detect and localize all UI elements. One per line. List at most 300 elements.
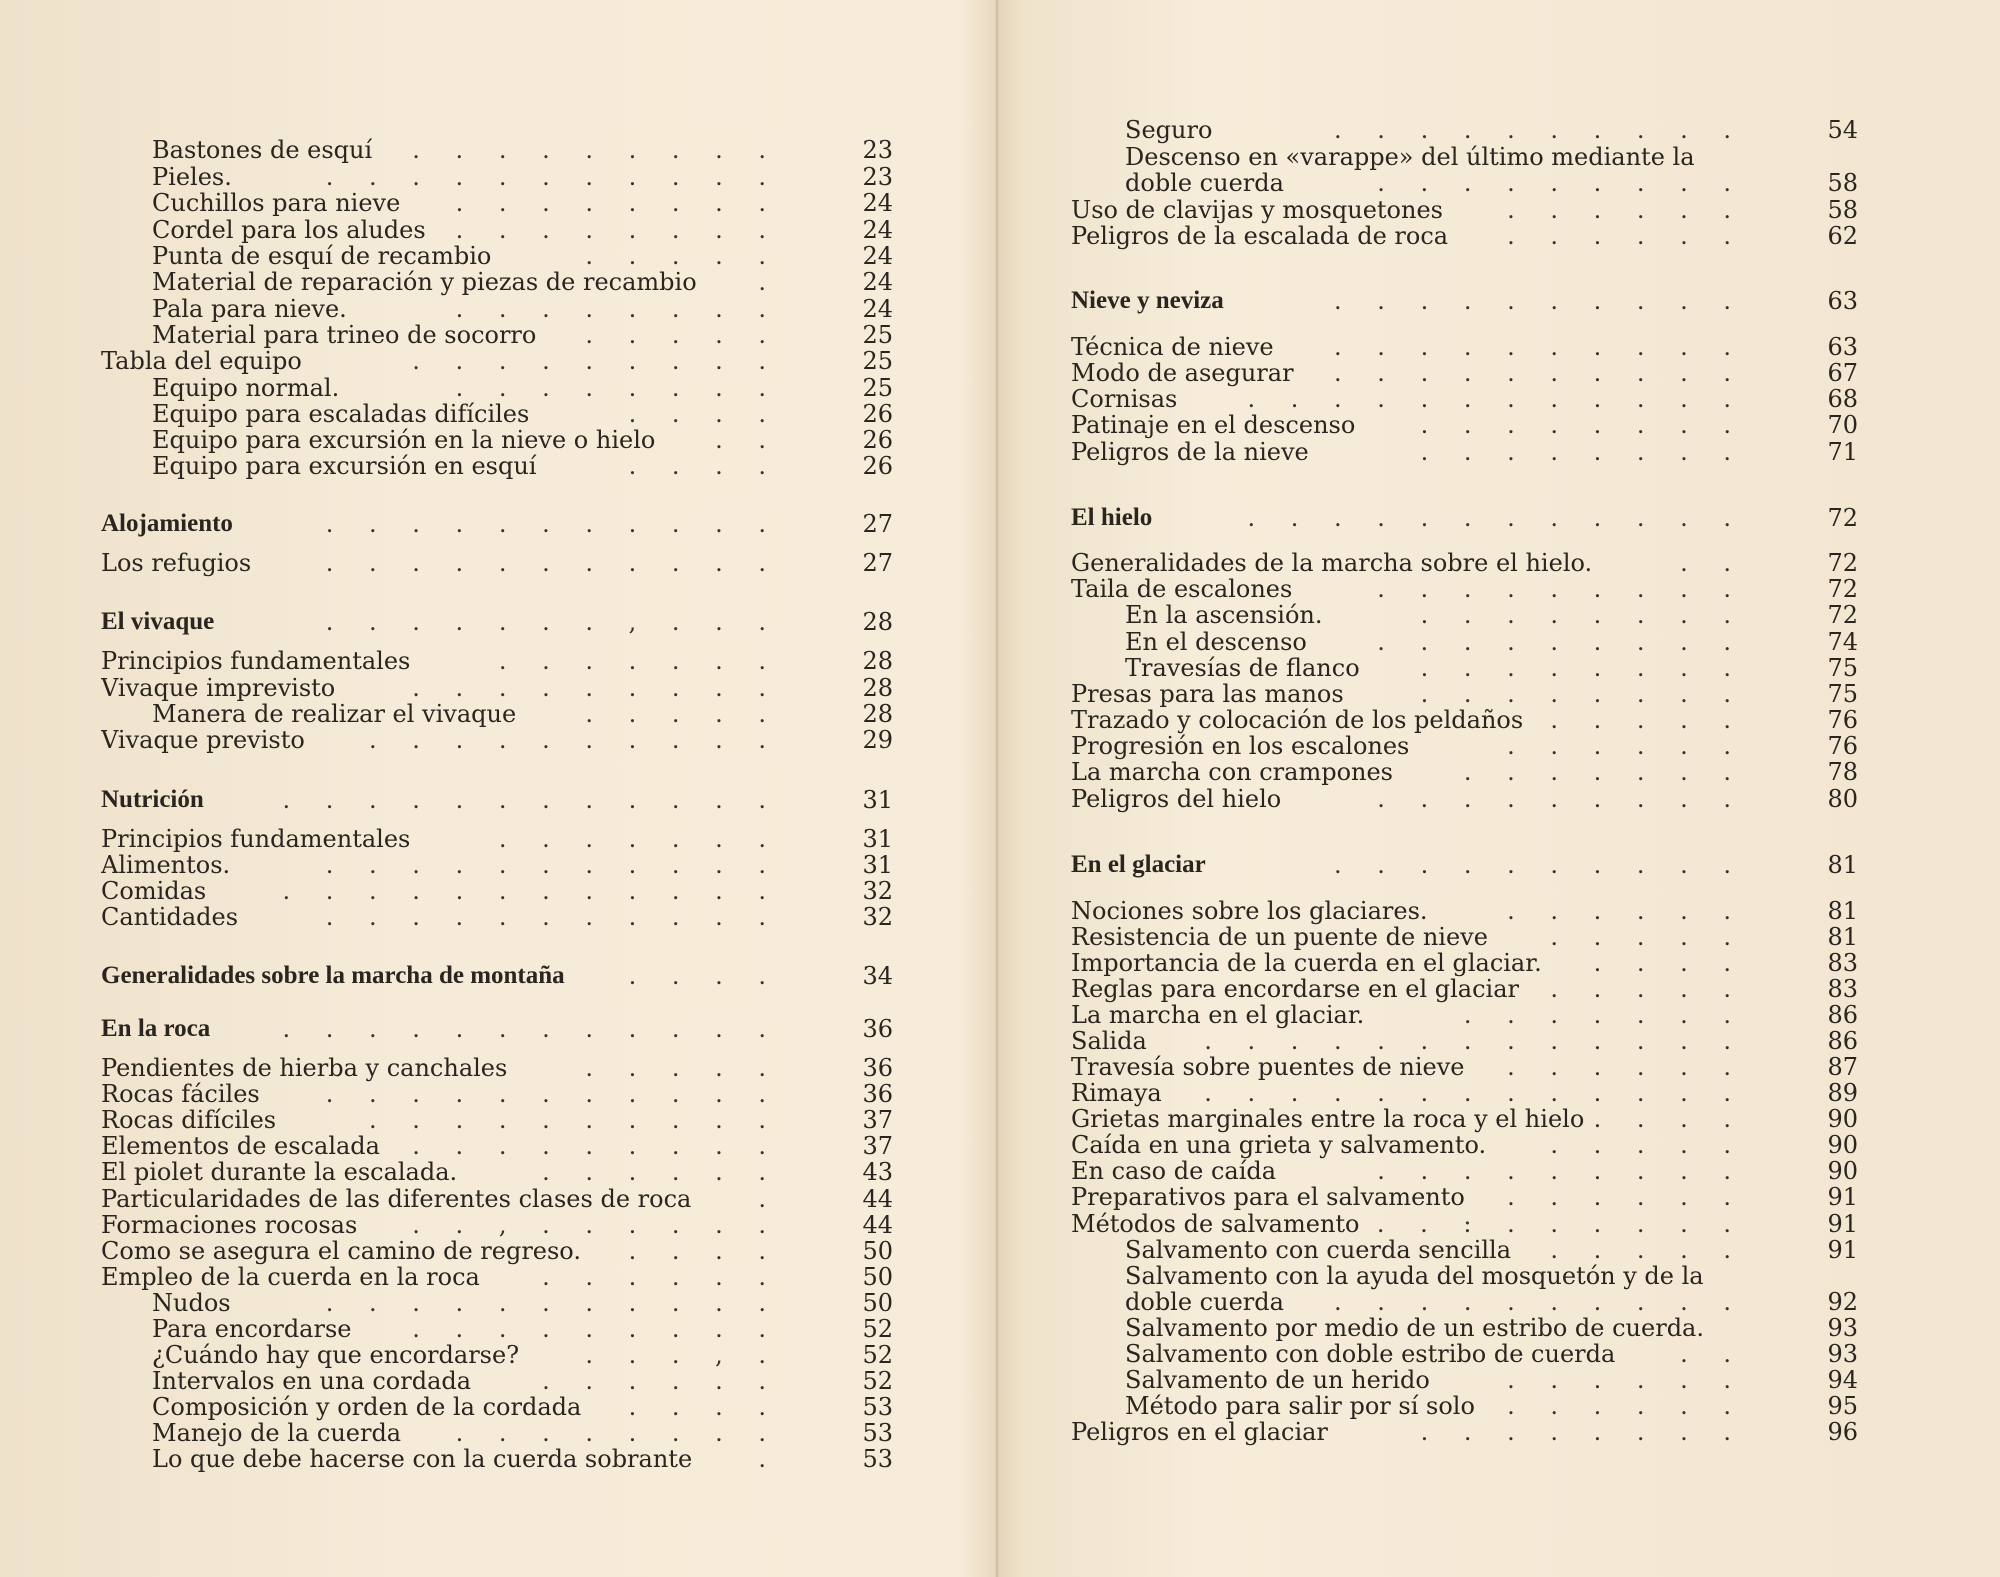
toc-leader-dots: . . . . . . . . . . . bbox=[325, 1080, 780, 1108]
toc-leader-dots: . . . . . . . . . . bbox=[1334, 1288, 1745, 1316]
toc-entry bbox=[101, 1080, 893, 1108]
toc-entry bbox=[152, 426, 893, 454]
toc-leader-dots: . . . . . . . . . bbox=[412, 347, 780, 375]
toc-page-number: 91 bbox=[1827, 1210, 1858, 1238]
toc-leader-dots: . . . . . . . . . . . bbox=[325, 1289, 780, 1317]
toc-page-number: 78 bbox=[1827, 758, 1858, 786]
toc-leader-dots: . . . . . . . . . . . bbox=[325, 510, 780, 538]
toc-entry-title: Importancia de la cuerda en el glaciar. bbox=[1071, 949, 1542, 977]
toc-entry bbox=[1125, 1314, 1858, 1342]
toc-entry bbox=[1071, 1001, 1858, 1029]
toc-page-number: 24 bbox=[862, 216, 893, 244]
toc-entry bbox=[1125, 601, 1858, 629]
toc-entry bbox=[101, 1015, 893, 1043]
toc-leader-dots: . . . . . . bbox=[1507, 1053, 1745, 1081]
toc-page-number: 83 bbox=[1827, 949, 1858, 977]
toc-entry-title: Vivaque previsto bbox=[101, 726, 305, 754]
toc-entry bbox=[101, 647, 893, 675]
toc-page-number: 37 bbox=[862, 1106, 893, 1134]
toc-entry-title: Travesías de flanco bbox=[1125, 654, 1360, 682]
toc-entry bbox=[1071, 196, 1858, 224]
toc-leader-dots: . . . . . . . . . . bbox=[1334, 116, 1745, 144]
toc-page-number: 70 bbox=[1827, 411, 1858, 439]
toc-entry bbox=[1071, 785, 1858, 813]
toc-page-number: 81 bbox=[1827, 851, 1858, 879]
toc-entry-title: Equipo normal. bbox=[152, 374, 340, 402]
toc-page-number: 71 bbox=[1827, 438, 1858, 466]
toc-page-number: 29 bbox=[862, 726, 893, 754]
toc-leader-dots: . . . . . . . . . bbox=[412, 674, 780, 702]
toc-page-number: 76 bbox=[1827, 706, 1858, 734]
toc-page-number: 28 bbox=[862, 674, 893, 702]
toc-page-number: 87 bbox=[1827, 1053, 1858, 1081]
toc-entry-title: Generalidades de la marcha sobre el hielo. bbox=[1071, 549, 1593, 577]
toc-entry-title: doble cuerda bbox=[1125, 169, 1284, 197]
toc-entry-title: Pala para nieve. bbox=[152, 295, 347, 323]
toc-entry bbox=[152, 1393, 893, 1421]
toc-entry bbox=[152, 268, 893, 296]
toc-leader-dots: . . . . . . . . bbox=[1420, 438, 1745, 466]
toc-entry bbox=[101, 825, 893, 853]
toc-entry bbox=[1071, 385, 1858, 413]
toc-entry-title: Modo de asegurar bbox=[1071, 359, 1294, 387]
toc-entry-title: Manejo de la cuerda bbox=[152, 1419, 402, 1447]
toc-entry bbox=[1071, 1105, 1858, 1133]
toc-page-number: 32 bbox=[862, 877, 893, 905]
toc-entry bbox=[101, 962, 893, 990]
toc-entry bbox=[1071, 1027, 1858, 1055]
toc-entry bbox=[1125, 1340, 1858, 1368]
toc-leader-dots: . . . . . . bbox=[1507, 1366, 1745, 1394]
toc-page-number: 86 bbox=[1827, 1027, 1858, 1055]
toc-leader-dots: . . . . bbox=[628, 962, 780, 990]
toc-page-number: 91 bbox=[1827, 1183, 1858, 1211]
toc-entry bbox=[1125, 143, 1858, 171]
toc-leader-dots: . . . . . . . , . . . bbox=[325, 608, 780, 636]
toc-leader-dots: . . . . . . . bbox=[1463, 758, 1745, 786]
toc-entry bbox=[152, 163, 893, 191]
toc-entry bbox=[1071, 706, 1858, 734]
toc-entry bbox=[1071, 949, 1858, 977]
toc-leader-dots: . . . . . . bbox=[542, 1158, 780, 1186]
toc-entry-title: Cornisas bbox=[1071, 385, 1178, 413]
toc-entry-title: Cordel para los aludes bbox=[152, 216, 426, 244]
toc-page-number: 23 bbox=[862, 163, 893, 191]
toc-entry bbox=[101, 1185, 893, 1213]
toc-page-number: 75 bbox=[1827, 654, 1858, 682]
toc-entry bbox=[1071, 575, 1858, 603]
toc-entry-title: Salvamento con la ayuda del mosquetón y de la bbox=[1125, 1262, 1704, 1290]
toc-entry-title: Material de reparación y piezas de recambio bbox=[152, 268, 697, 296]
toc-entry bbox=[101, 549, 893, 577]
toc-leader-dots: . . . . . . . . bbox=[455, 216, 780, 244]
toc-entry bbox=[1125, 1236, 1858, 1264]
toc-page-number: 80 bbox=[1827, 785, 1858, 813]
toc-entry-title: Empleo de la cuerda en la roca bbox=[101, 1263, 480, 1291]
toc-entry-title: Formaciones rocosas bbox=[101, 1211, 358, 1239]
toc-entry bbox=[152, 189, 893, 217]
toc-entry bbox=[152, 136, 893, 164]
toc-entry-title: Principios fundamentales bbox=[101, 825, 411, 853]
toc-entry bbox=[101, 877, 893, 905]
toc-leader-dots: . . . . . . . bbox=[1463, 1001, 1745, 1029]
toc-leader-dots: . . . . . . . bbox=[498, 825, 780, 853]
toc-entry-title: En el descenso bbox=[1125, 628, 1307, 656]
toc-page-number: 96 bbox=[1827, 1418, 1858, 1446]
toc-entry-title: Resistencia de un puente de nieve bbox=[1071, 923, 1488, 951]
toc-entry-title: doble cuerda bbox=[1125, 1288, 1284, 1316]
toc-entry-title: En caso de caída bbox=[1071, 1157, 1277, 1185]
toc-entry-title: Descenso en «varappe» del último mediante la bbox=[1125, 143, 1695, 171]
toc-page-number: 27 bbox=[862, 549, 893, 577]
toc-leader-dots: . . . . . . . . . bbox=[412, 1315, 780, 1343]
toc-page-number: 58 bbox=[1827, 196, 1858, 224]
toc-entry bbox=[1071, 758, 1858, 786]
toc-entry bbox=[1071, 975, 1858, 1003]
toc-entry bbox=[1071, 680, 1858, 708]
toc-leader-dots: . . . . . . . . . . . . bbox=[1247, 385, 1745, 413]
toc-page-number: 90 bbox=[1827, 1131, 1858, 1159]
toc-leader-dots: . . . . . . . . . . . . bbox=[1247, 504, 1745, 532]
toc-page-number: 90 bbox=[1827, 1157, 1858, 1185]
toc-entry bbox=[1071, 287, 1858, 315]
toc-page-number: 95 bbox=[1827, 1392, 1858, 1420]
toc-entry bbox=[1071, 549, 1858, 577]
toc-page-number: 75 bbox=[1827, 680, 1858, 708]
toc-page-number: 53 bbox=[862, 1419, 893, 1447]
toc-leader-dots: . . . . . . . . . . bbox=[1334, 333, 1745, 361]
toc-entry-title: Caída en una grieta y salvamento. bbox=[1071, 1131, 1487, 1159]
toc-entry bbox=[1071, 1157, 1858, 1185]
toc-leader-dots: . . . . . . . . . . . bbox=[325, 903, 780, 931]
toc-page-number: 63 bbox=[1827, 287, 1858, 315]
toc-entry bbox=[1071, 1079, 1858, 1107]
toc-page-number: 25 bbox=[862, 321, 893, 349]
toc-entry-title: Alojamiento bbox=[101, 510, 233, 537]
toc-entry-title: Preparativos para el salvamento bbox=[1071, 1183, 1465, 1211]
toc-entry-title: En la roca bbox=[101, 1015, 211, 1042]
toc-page-number: 36 bbox=[862, 1054, 893, 1082]
toc-page-number: 72 bbox=[1827, 575, 1858, 603]
toc-entry bbox=[1125, 1262, 1858, 1290]
toc-entry bbox=[101, 674, 893, 702]
toc-page-number: 32 bbox=[862, 903, 893, 931]
toc-entry-title: Generalidades sobre la marcha de montaña bbox=[101, 962, 565, 989]
toc-entry bbox=[1071, 333, 1858, 361]
toc-leader-dots: . . . . . bbox=[1550, 923, 1745, 951]
toc-leader-dots: . . . . . . . . bbox=[1420, 601, 1745, 629]
toc-leader-dots: . . . . bbox=[628, 1393, 780, 1421]
toc-entry-title: El piolet durante la escalada. bbox=[101, 1158, 458, 1186]
toc-leader-dots: . . . . . . . . . . . . bbox=[282, 786, 780, 814]
toc-page-number: 52 bbox=[862, 1341, 893, 1369]
toc-page-number: 31 bbox=[862, 786, 893, 814]
toc-leader-dots: . . . . . . . . . bbox=[1377, 628, 1745, 656]
toc-entry bbox=[152, 1367, 893, 1395]
toc-entry-title: Uso de clavijas y mosquetones bbox=[1071, 196, 1443, 224]
toc-entry bbox=[152, 700, 893, 728]
toc-leader-dots: . . . . . . bbox=[542, 1367, 780, 1395]
toc-entry bbox=[1071, 1183, 1858, 1211]
toc-entry bbox=[1071, 359, 1858, 387]
toc-entry bbox=[152, 452, 893, 480]
toc-entry-title: Pieles. bbox=[152, 163, 232, 191]
toc-entry bbox=[1071, 1131, 1858, 1159]
toc-entry-title: Cuchillos para nieve bbox=[152, 189, 401, 217]
toc-page-number: 94 bbox=[1827, 1366, 1858, 1394]
toc-entry bbox=[101, 1054, 893, 1082]
toc-leader-dots: . . bbox=[1680, 549, 1745, 577]
toc-entry bbox=[1071, 504, 1858, 532]
toc-page-number: 72 bbox=[1827, 549, 1858, 577]
toc-entry-title: Peligros del hielo bbox=[1071, 785, 1282, 813]
toc-entry bbox=[101, 347, 893, 375]
toc-entry-title: Particularidades de las diferentes clases de roca bbox=[101, 1185, 692, 1213]
toc-page-number: 44 bbox=[862, 1185, 893, 1213]
toc-page-number: 91 bbox=[1827, 1236, 1858, 1264]
toc-entry bbox=[1125, 654, 1858, 682]
toc-entry-title: La marcha con crampones bbox=[1071, 758, 1393, 786]
toc-entry-title: Manera de realizar el vivaque bbox=[152, 700, 517, 728]
toc-entry bbox=[152, 242, 893, 270]
toc-page-number: 34 bbox=[862, 962, 893, 990]
toc-page-number: 50 bbox=[862, 1237, 893, 1265]
toc-entry-title: Técnica de nieve bbox=[1071, 333, 1274, 361]
toc-entry-title: Progresión en los escalones bbox=[1071, 732, 1410, 760]
toc-page-number: 24 bbox=[862, 242, 893, 270]
toc-page-number: 28 bbox=[862, 647, 893, 675]
toc-leader-dots: . . . . . . . . . bbox=[412, 136, 780, 164]
toc-page-number: 93 bbox=[1827, 1314, 1858, 1342]
toc-leader-dots: . . . . . . . . . bbox=[1377, 169, 1745, 197]
toc-page-number: 31 bbox=[862, 851, 893, 879]
toc-leader-dots: . . , . . . . . . bbox=[412, 1211, 780, 1239]
toc-entry bbox=[152, 216, 893, 244]
toc-leader-dots: . . . . . . . . . bbox=[412, 1132, 780, 1160]
toc-page-number: 54 bbox=[1827, 116, 1858, 144]
toc-entry bbox=[1071, 222, 1858, 250]
toc-leader-dots: . . : . . . . . . bbox=[1376, 1210, 1745, 1238]
toc-page-number: 62 bbox=[1827, 222, 1858, 250]
toc-entry-title: Lo que debe hacerse con la cuerda sobrante bbox=[152, 1445, 693, 1473]
toc-page-number: 26 bbox=[862, 400, 893, 428]
toc-page-number: 72 bbox=[1827, 504, 1858, 532]
toc-entry bbox=[152, 374, 893, 402]
toc-entry bbox=[101, 786, 893, 814]
toc-entry-title: La marcha en el glaciar. bbox=[1071, 1001, 1365, 1029]
toc-entry-title: Nudos bbox=[152, 1289, 231, 1317]
toc-leader-dots: . . . . . bbox=[585, 700, 780, 728]
toc-leader-dots: . bbox=[758, 1185, 780, 1213]
toc-page-number: 52 bbox=[862, 1315, 893, 1343]
toc-page-number: 81 bbox=[1827, 897, 1858, 925]
toc-entry-title: Rocas fáciles bbox=[101, 1080, 260, 1108]
toc-leader-dots: . . . . . . . . . . bbox=[369, 1106, 780, 1134]
toc-leader-dots: . . . . . bbox=[1550, 706, 1745, 734]
toc-page-number: 90 bbox=[1827, 1105, 1858, 1133]
toc-entry bbox=[1071, 732, 1858, 760]
toc-leader-dots: . . . . . bbox=[585, 321, 780, 349]
toc-entry bbox=[101, 1263, 893, 1291]
toc-entry-title: Principios fundamentales bbox=[101, 647, 411, 675]
toc-page-number: 74 bbox=[1827, 628, 1858, 656]
toc-page-number: 23 bbox=[862, 136, 893, 164]
toc-entry-title: Rimaya bbox=[1071, 1079, 1162, 1107]
toc-leader-dots: . . . . . . . . . . . . . bbox=[1204, 1027, 1745, 1055]
toc-entry bbox=[152, 1289, 893, 1317]
toc-page-number: 81 bbox=[1827, 923, 1858, 951]
toc-entry-title: Peligros de la nieve bbox=[1071, 438, 1309, 466]
toc-page-number: 93 bbox=[1827, 1340, 1858, 1368]
toc-entry-title: Equipo para escaladas difíciles bbox=[152, 400, 530, 428]
toc-entry bbox=[1071, 851, 1858, 879]
left-page bbox=[0, 0, 995, 1577]
toc-entry-title: Punta de esquí de recambio bbox=[152, 242, 492, 270]
toc-page-number: 63 bbox=[1827, 333, 1858, 361]
toc-leader-dots: . . . . . . . . . . . bbox=[325, 549, 780, 577]
toc-leader-dots: . . . . . bbox=[1550, 1236, 1745, 1264]
toc-entry-title: Nieve y neviza bbox=[1071, 287, 1224, 314]
toc-leader-dots: . . bbox=[1680, 1340, 1745, 1368]
toc-page-number: 68 bbox=[1827, 385, 1858, 413]
toc-page-number: 52 bbox=[862, 1367, 893, 1395]
book-gutter bbox=[995, 0, 999, 1577]
toc-entry bbox=[1125, 1392, 1858, 1420]
toc-entry-title: En el glaciar bbox=[1071, 851, 1206, 878]
toc-entry bbox=[101, 1106, 893, 1134]
toc-entry bbox=[1125, 116, 1858, 144]
toc-entry bbox=[101, 608, 893, 636]
toc-entry-title: Composición y orden de la cordada bbox=[152, 1393, 582, 1421]
toc-entry-title: Rocas difíciles bbox=[101, 1106, 277, 1134]
toc-leader-dots: . . . . . . . . . . . . bbox=[282, 877, 780, 905]
toc-entry-title: Equipo para excursión en esquí bbox=[152, 452, 537, 480]
toc-leader-dots: . . . . . bbox=[1550, 975, 1745, 1003]
toc-entry-title: Cantidades bbox=[101, 903, 239, 931]
toc-page-number: 58 bbox=[1827, 169, 1858, 197]
toc-entry-title: Comidas bbox=[101, 877, 207, 905]
toc-entry-title: Para encordarse bbox=[152, 1315, 352, 1343]
toc-page-number: 44 bbox=[862, 1211, 893, 1239]
toc-entry-title: Seguro bbox=[1125, 116, 1213, 144]
toc-entry bbox=[1125, 1366, 1858, 1394]
toc-page-number: 92 bbox=[1827, 1288, 1858, 1316]
toc-entry bbox=[152, 321, 893, 349]
toc-entry bbox=[101, 1158, 893, 1186]
toc-entry bbox=[101, 1211, 893, 1239]
toc-page-number: 27 bbox=[862, 510, 893, 538]
toc-leader-dots: . . . . bbox=[628, 400, 780, 428]
toc-entry bbox=[101, 851, 893, 879]
toc-entry-title: Intervalos en una cordada bbox=[152, 1367, 472, 1395]
toc-entry bbox=[1071, 923, 1858, 951]
toc-entry-title: Grietas marginales entre la roca y el hielo bbox=[1071, 1105, 1585, 1133]
toc-leader-dots: . . . . . . . . . bbox=[1377, 1157, 1745, 1185]
toc-entry-title: Los refugios bbox=[101, 549, 252, 577]
toc-page-number: 37 bbox=[862, 1132, 893, 1160]
toc-leader-dots: . . . . . . . . . . bbox=[1334, 359, 1745, 387]
toc-leader-dots: . . . . . . bbox=[1507, 1392, 1745, 1420]
toc-entry bbox=[152, 1341, 893, 1369]
toc-leader-dots: . . . . . . bbox=[1507, 222, 1745, 250]
toc-leader-dots: . . . . . . . . bbox=[1420, 1418, 1745, 1446]
toc-page-number: 76 bbox=[1827, 732, 1858, 760]
toc-entry bbox=[152, 1419, 893, 1447]
toc-entry-title: Presas para las manos bbox=[1071, 680, 1344, 708]
toc-leader-dots: . . . . . . . . bbox=[455, 189, 780, 217]
toc-entry bbox=[101, 903, 893, 931]
toc-leader-dots: . . . . . . . . . . . . bbox=[282, 1015, 780, 1043]
toc-page-number: 72 bbox=[1827, 601, 1858, 629]
toc-entry bbox=[1071, 411, 1858, 439]
toc-entry-title: Peligros de la escalada de roca bbox=[1071, 222, 1449, 250]
toc-entry bbox=[1125, 169, 1858, 197]
toc-entry-title: Salida bbox=[1071, 1027, 1147, 1055]
toc-entry-title: Vivaque imprevisto bbox=[101, 674, 336, 702]
toc-entry bbox=[152, 400, 893, 428]
toc-entry-title: Métodos de salvamento bbox=[1071, 1210, 1360, 1238]
toc-page-number: 24 bbox=[862, 295, 893, 323]
toc-page-number: 28 bbox=[862, 700, 893, 728]
toc-entry-title: Material para trineo de socorro bbox=[152, 321, 537, 349]
toc-leader-dots: . bbox=[758, 268, 780, 296]
toc-entry-title: Tabla del equipo bbox=[101, 347, 302, 375]
toc-entry-title: Trazado y colocación de los peldaños bbox=[1071, 706, 1524, 734]
toc-leader-dots: . . . . . . bbox=[1507, 1183, 1745, 1211]
toc-entry bbox=[1071, 1053, 1858, 1081]
toc-entry-title: Método para salir por sí solo bbox=[1125, 1392, 1475, 1420]
toc-entry-title: Salvamento por medio de un estribo de cuerda. bbox=[1125, 1314, 1704, 1342]
toc-leader-dots: . . . . . . . . bbox=[455, 295, 780, 323]
toc-entry-title: Nociones sobre los glaciares. bbox=[1071, 897, 1428, 925]
toc-leader-dots: . . bbox=[715, 426, 780, 454]
toc-entry bbox=[1125, 1288, 1858, 1316]
toc-entry-title: Peligros en el glaciar bbox=[1071, 1418, 1328, 1446]
toc-leader-dots: . . . . . . . . bbox=[455, 374, 780, 402]
toc-entry bbox=[101, 1237, 893, 1265]
toc-entry bbox=[1071, 897, 1858, 925]
toc-leader-dots: . . . . . bbox=[585, 242, 780, 270]
toc-entry-title: Salvamento de un herido bbox=[1125, 1366, 1430, 1394]
toc-leader-dots: . . . . . . . . . . . . . bbox=[1204, 1079, 1745, 1107]
toc-leader-dots: . . . . bbox=[628, 1237, 780, 1265]
toc-page-number: 36 bbox=[862, 1080, 893, 1108]
toc-leader-dots: . . . . bbox=[1593, 949, 1745, 977]
toc-entry bbox=[1071, 438, 1858, 466]
toc-leader-dots: . . . . . . bbox=[542, 1263, 780, 1291]
toc-leader-dots: . . . , . bbox=[585, 1341, 780, 1369]
toc-entry-title: Equipo para excursión en la nieve o hielo bbox=[152, 426, 656, 454]
toc-page-number: 26 bbox=[862, 426, 893, 454]
toc-page-number: 83 bbox=[1827, 975, 1858, 1003]
toc-leader-dots: . . . . . . bbox=[1507, 196, 1745, 224]
toc-leader-dots: . . . . . . bbox=[1507, 897, 1745, 925]
toc-leader-dots: . . . . . . . . . . bbox=[369, 726, 780, 754]
toc-entry-title: Travesía sobre puentes de nieve bbox=[1071, 1053, 1465, 1081]
toc-leader-dots: . . . . . . . . bbox=[1420, 654, 1745, 682]
toc-entry-title: En la ascensión. bbox=[1125, 601, 1323, 629]
toc-page-number: 24 bbox=[862, 189, 893, 217]
toc-leader-dots: . . . . bbox=[628, 452, 780, 480]
toc-entry bbox=[101, 510, 893, 538]
toc-entry-title: Pendientes de hierba y canchales bbox=[101, 1054, 508, 1082]
toc-page-number: 26 bbox=[862, 452, 893, 480]
toc-page-number: 86 bbox=[1827, 1001, 1858, 1029]
toc-entry-title: Alimentos. bbox=[101, 851, 231, 879]
toc-entry-title: Nutrición bbox=[101, 786, 204, 813]
toc-entry-title: Como se asegura el camino de regreso. bbox=[101, 1237, 581, 1265]
toc-entry bbox=[101, 726, 893, 754]
